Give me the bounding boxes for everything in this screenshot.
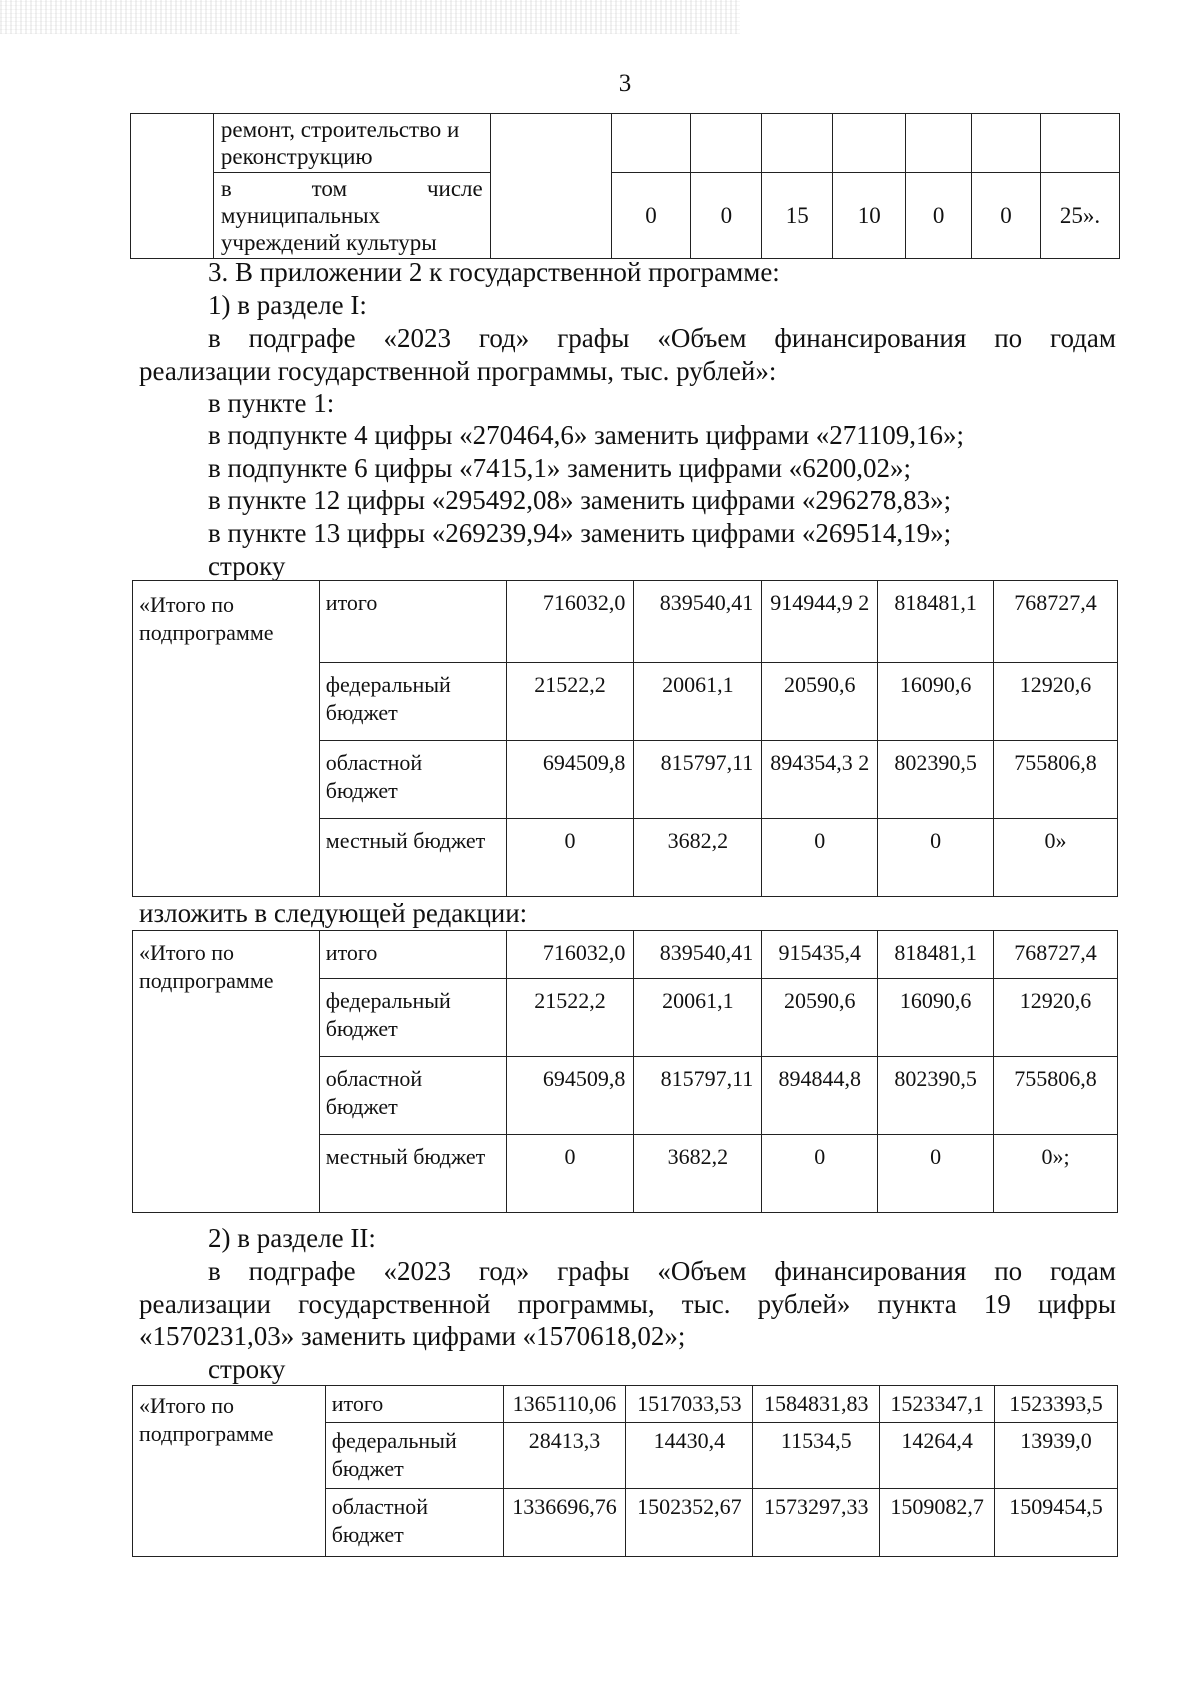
empty-cell: [131, 114, 214, 259]
paragraph: строку: [208, 1354, 286, 1384]
table-cell: 3682,2: [634, 1135, 762, 1213]
table-cell: 755806,8: [994, 741, 1118, 819]
row-label: итого: [319, 581, 506, 663]
table-cell: 0: [878, 819, 994, 897]
table-cell: 815797,11: [634, 741, 762, 819]
table-cell: 1365110,06: [503, 1386, 626, 1423]
paragraph: в подпункте 4 цифры «270464,6» заменить цифрами «271109,16»;: [208, 420, 965, 450]
row-label: местный бюджет: [319, 819, 506, 897]
paragraph: строку: [208, 551, 286, 581]
table-cell: 839540,41: [634, 581, 762, 663]
table-cell: 21522,2: [506, 663, 634, 741]
table-cell: 15: [762, 173, 833, 259]
row-label-repair: ремонт, строительство и реконструкцию: [213, 114, 490, 173]
table-cell: 0: [611, 173, 691, 259]
paragraph: в подграфе «2023 год» графы «Объем финансирования по годам реализации государственной программы, тыс. рублей»:: [139, 323, 1116, 386]
table-cell: 839540,41: [634, 931, 762, 979]
table-cell: 1509082,7: [880, 1489, 995, 1557]
table-cell: 716032,0: [506, 581, 634, 663]
table-cell: 1502352,67: [626, 1489, 753, 1557]
table-cell: 12920,6: [994, 663, 1118, 741]
table-cell: 802390,5: [878, 1057, 994, 1135]
table-cell: 14430,4: [626, 1423, 753, 1489]
table-section-2: [132, 1385, 1118, 1557]
row-label-municipal: в том числе муниципальных учреждений культуры: [213, 173, 490, 259]
table-cell: 815797,11: [634, 1057, 762, 1135]
table-cell: 0»: [994, 819, 1118, 897]
table-cell: 1523393,5: [995, 1386, 1118, 1423]
row-label: федеральный бюджет: [319, 663, 506, 741]
table-new: [132, 930, 1118, 1213]
table-cell: 1523347,1: [880, 1386, 995, 1423]
row-label: итого: [325, 1386, 503, 1423]
table-cell: 20061,1: [634, 663, 762, 741]
table-cell: 3682,2: [634, 819, 762, 897]
table-cell: 694509,8: [506, 1057, 634, 1135]
row-label: областной бюджет: [319, 741, 506, 819]
table-cell: 894844,8: [762, 1057, 878, 1135]
table-cell: 1584831,83: [753, 1386, 880, 1423]
table-cell: 716032,0: [506, 931, 634, 979]
continuation-table: [130, 113, 1120, 259]
table-cell: 13939,0: [995, 1423, 1118, 1489]
table-cell: 16090,6: [878, 663, 994, 741]
table-cell: 20590,6: [762, 663, 878, 741]
table-cell: 1509454,5: [995, 1489, 1118, 1557]
table-cell: 0: [972, 173, 1041, 259]
table-cell: 0: [762, 1135, 878, 1213]
table-cell: 16090,6: [878, 979, 994, 1057]
paragraph: в пункте 13 цифры «269239,94» заменить цифрами «269514,19»;: [208, 518, 952, 548]
row-label: областной бюджет: [325, 1489, 503, 1557]
table-old: [132, 580, 1118, 897]
paragraph: изложить в следующей редакции:: [139, 898, 528, 928]
table-cell: 0: [906, 173, 972, 259]
row-head: «Итого по подпрограмме: [133, 1386, 326, 1557]
table-cell: 20061,1: [634, 979, 762, 1057]
table-cell: 818481,1: [878, 931, 994, 979]
table-cell: 11534,5: [753, 1423, 880, 1489]
row-head: «Итого по подпрограмме: [133, 931, 320, 1213]
table-cell: 0»;: [994, 1135, 1118, 1213]
row-label: федеральный бюджет: [319, 979, 506, 1057]
table-cell: 915435,4: [762, 931, 878, 979]
paragraph: в подграфе «2023 год» графы «Объем финансирования по годам реализации государственной программы, тыс. рублей» пункта 19 цифры «1570231,03» заменить цифрами «1570618,02»;: [139, 1256, 1116, 1351]
row-label: местный бюджет: [319, 1135, 506, 1213]
row-label: федеральный бюджет: [325, 1423, 503, 1489]
table-cell: 755806,8: [994, 1057, 1118, 1135]
table-cell: 0: [762, 819, 878, 897]
table-cell: 14264,4: [880, 1423, 995, 1489]
scan-noise: [0, 0, 740, 34]
table-cell: 0: [691, 173, 762, 259]
table-cell: 914944,9 2: [762, 581, 878, 663]
row-head: «Итого по подпрограмме: [133, 581, 320, 897]
table-cell: 12920,6: [994, 979, 1118, 1057]
table-cell: 20590,6: [762, 979, 878, 1057]
table-cell: 1573297,33: [753, 1489, 880, 1557]
table-cell: 818481,1: [878, 581, 994, 663]
table-cell: 894354,3 2: [762, 741, 878, 819]
table-cell: 694509,8: [506, 741, 634, 819]
empty-cell: [490, 114, 611, 259]
table-cell: 21522,2: [506, 979, 634, 1057]
paragraph: 3. В приложении 2 к государственной программе:: [208, 257, 780, 287]
paragraph: в пункте 1:: [208, 388, 335, 418]
table-cell: 1336696,76: [503, 1489, 626, 1557]
table-cell: 768727,4: [994, 931, 1118, 979]
paragraph: в подпункте 6 цифры «7415,1» заменить цифрами «6200,02»;: [208, 453, 912, 483]
table-cell: 25».: [1040, 173, 1119, 259]
table-cell: 802390,5: [878, 741, 994, 819]
table-cell: 768727,4: [994, 581, 1118, 663]
paragraph: 1) в разделе I:: [208, 290, 367, 320]
table-cell: 0: [506, 819, 634, 897]
paragraph: в пункте 12 цифры «295492,08» заменить цифрами «296278,83»;: [208, 485, 952, 515]
table-cell: 10: [833, 173, 906, 259]
row-label: областной бюджет: [319, 1057, 506, 1135]
table-cell: 0: [506, 1135, 634, 1213]
row-label: итого: [319, 931, 506, 979]
paragraph: 2) в разделе II:: [208, 1223, 376, 1253]
page-number: 3: [618, 70, 632, 97]
table-cell: 28413,3: [503, 1423, 626, 1489]
table-cell: 1517033,53: [626, 1386, 753, 1423]
table-cell: 0: [878, 1135, 994, 1213]
